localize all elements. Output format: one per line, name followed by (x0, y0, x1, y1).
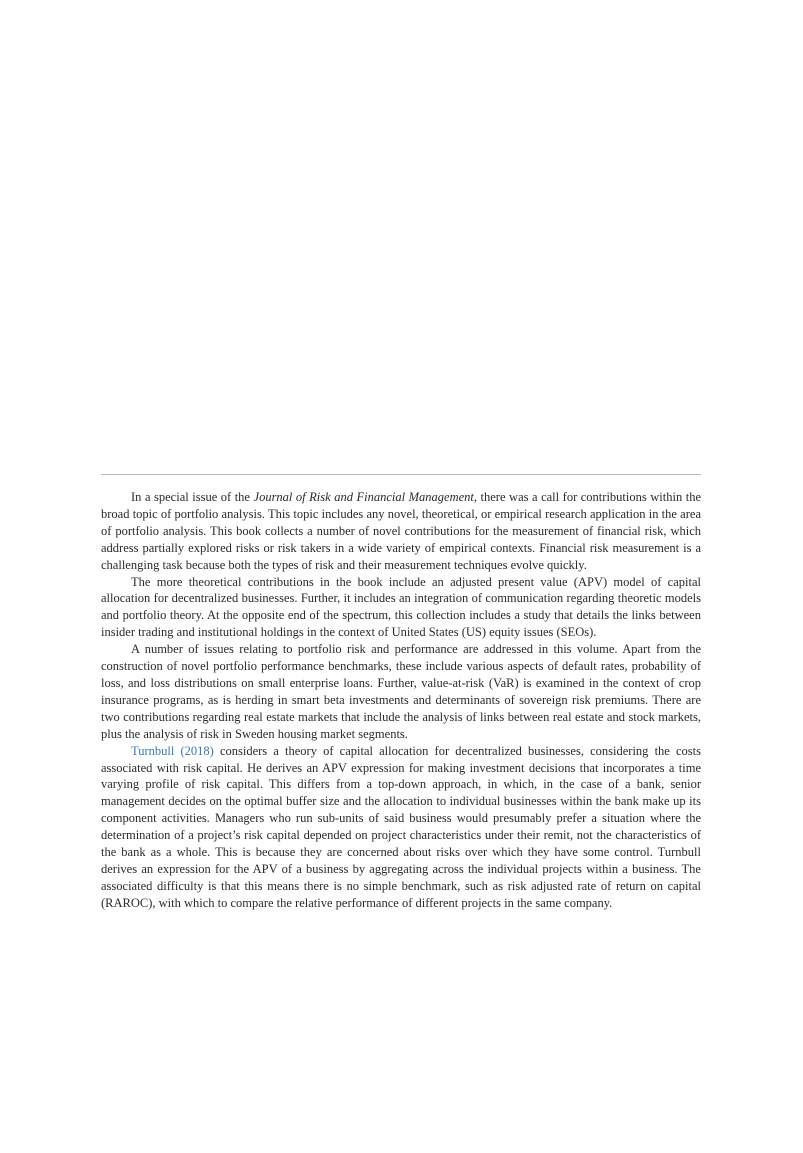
journal-title: Journal of Risk and Financial Management (253, 490, 474, 504)
paragraph-2: The more theoretical contributions in the book include an adjusted present value (APV) model of capital allocation for decentralized businesses. Further, it includes an integration of communication regarding theoretic models and portfolio theory. At the opposite end of the spectrum, this collection includes a study that details the links between insider trading and institutional holdings in the context of United States (US) equity issues (SEOs). (101, 574, 701, 640)
horizontal-rule (101, 474, 701, 475)
paragraph-4-body: considers a theory of capital allocation for decentralized businesses, considering the costs associated with risk capital. He derives an APV expression for making investment decisions that incorporates a time varying profile of risk capital. This differs from a top-down approach, in which, in the case of a bank, senior management decides on the optimal buffer size and the allocation to individual businesses within the bank make up its component activities. Managers who run sub-units of said business would presumably prefer a situation where the determination of a project’s risk capital depended on project characteristics under their remit, not the characteristics of the bank as a whole. This is because they are concerned about risks over which they have some control. Turnbull derives an expression for the APV of a business by aggregating across the individual projects within a business. The associated difficulty is that this means there is no simple benchmark, such as risk adjusted rate of return on capital (RAROC), with which to compare the relative performance of different projects in the same company. (101, 743, 701, 910)
paragraph-1-intro: In a special issue of the (131, 490, 254, 504)
paragraph-1 (101, 489, 701, 574)
paragraph-3: A number of issues relating to portfolio risk and performance are addressed in this volume. Apart from the construction of novel portfolio performance benchmarks, these include various aspects of default rates, probability of loss, and loss distributions on small enterprise loans. Further, value-at-risk (VaR) is examined in the context of crop insurance programs, as is herding in smart beta investments and determinants of sovereign risk premiums. There are two contributions regarding real estate markets that include the analysis of links between real estate and stock markets, plus the analysis of risk in Sweden housing market segments. (101, 642, 701, 741)
paragraph-1-body: , there was a call for contributions within the broad topic of portfolio analysis. This topic includes any novel, theoretical, or empirical research application in the area of portfolio analysis. This book collects a number of novel contributions for the measurement of financial risk, which address partially explored risks or risk takers in a wide variety of empirical contexts. Financial risk measurement is a challenging task because both the types of risk and their measurement techniques evolve quickly. (101, 490, 701, 572)
paragraph-4 (101, 743, 701, 912)
citation-author: Turnbull (131, 743, 175, 758)
citation-year: (2018) (180, 743, 214, 758)
body-text (101, 489, 701, 912)
citation-link[interactable] (131, 744, 214, 758)
